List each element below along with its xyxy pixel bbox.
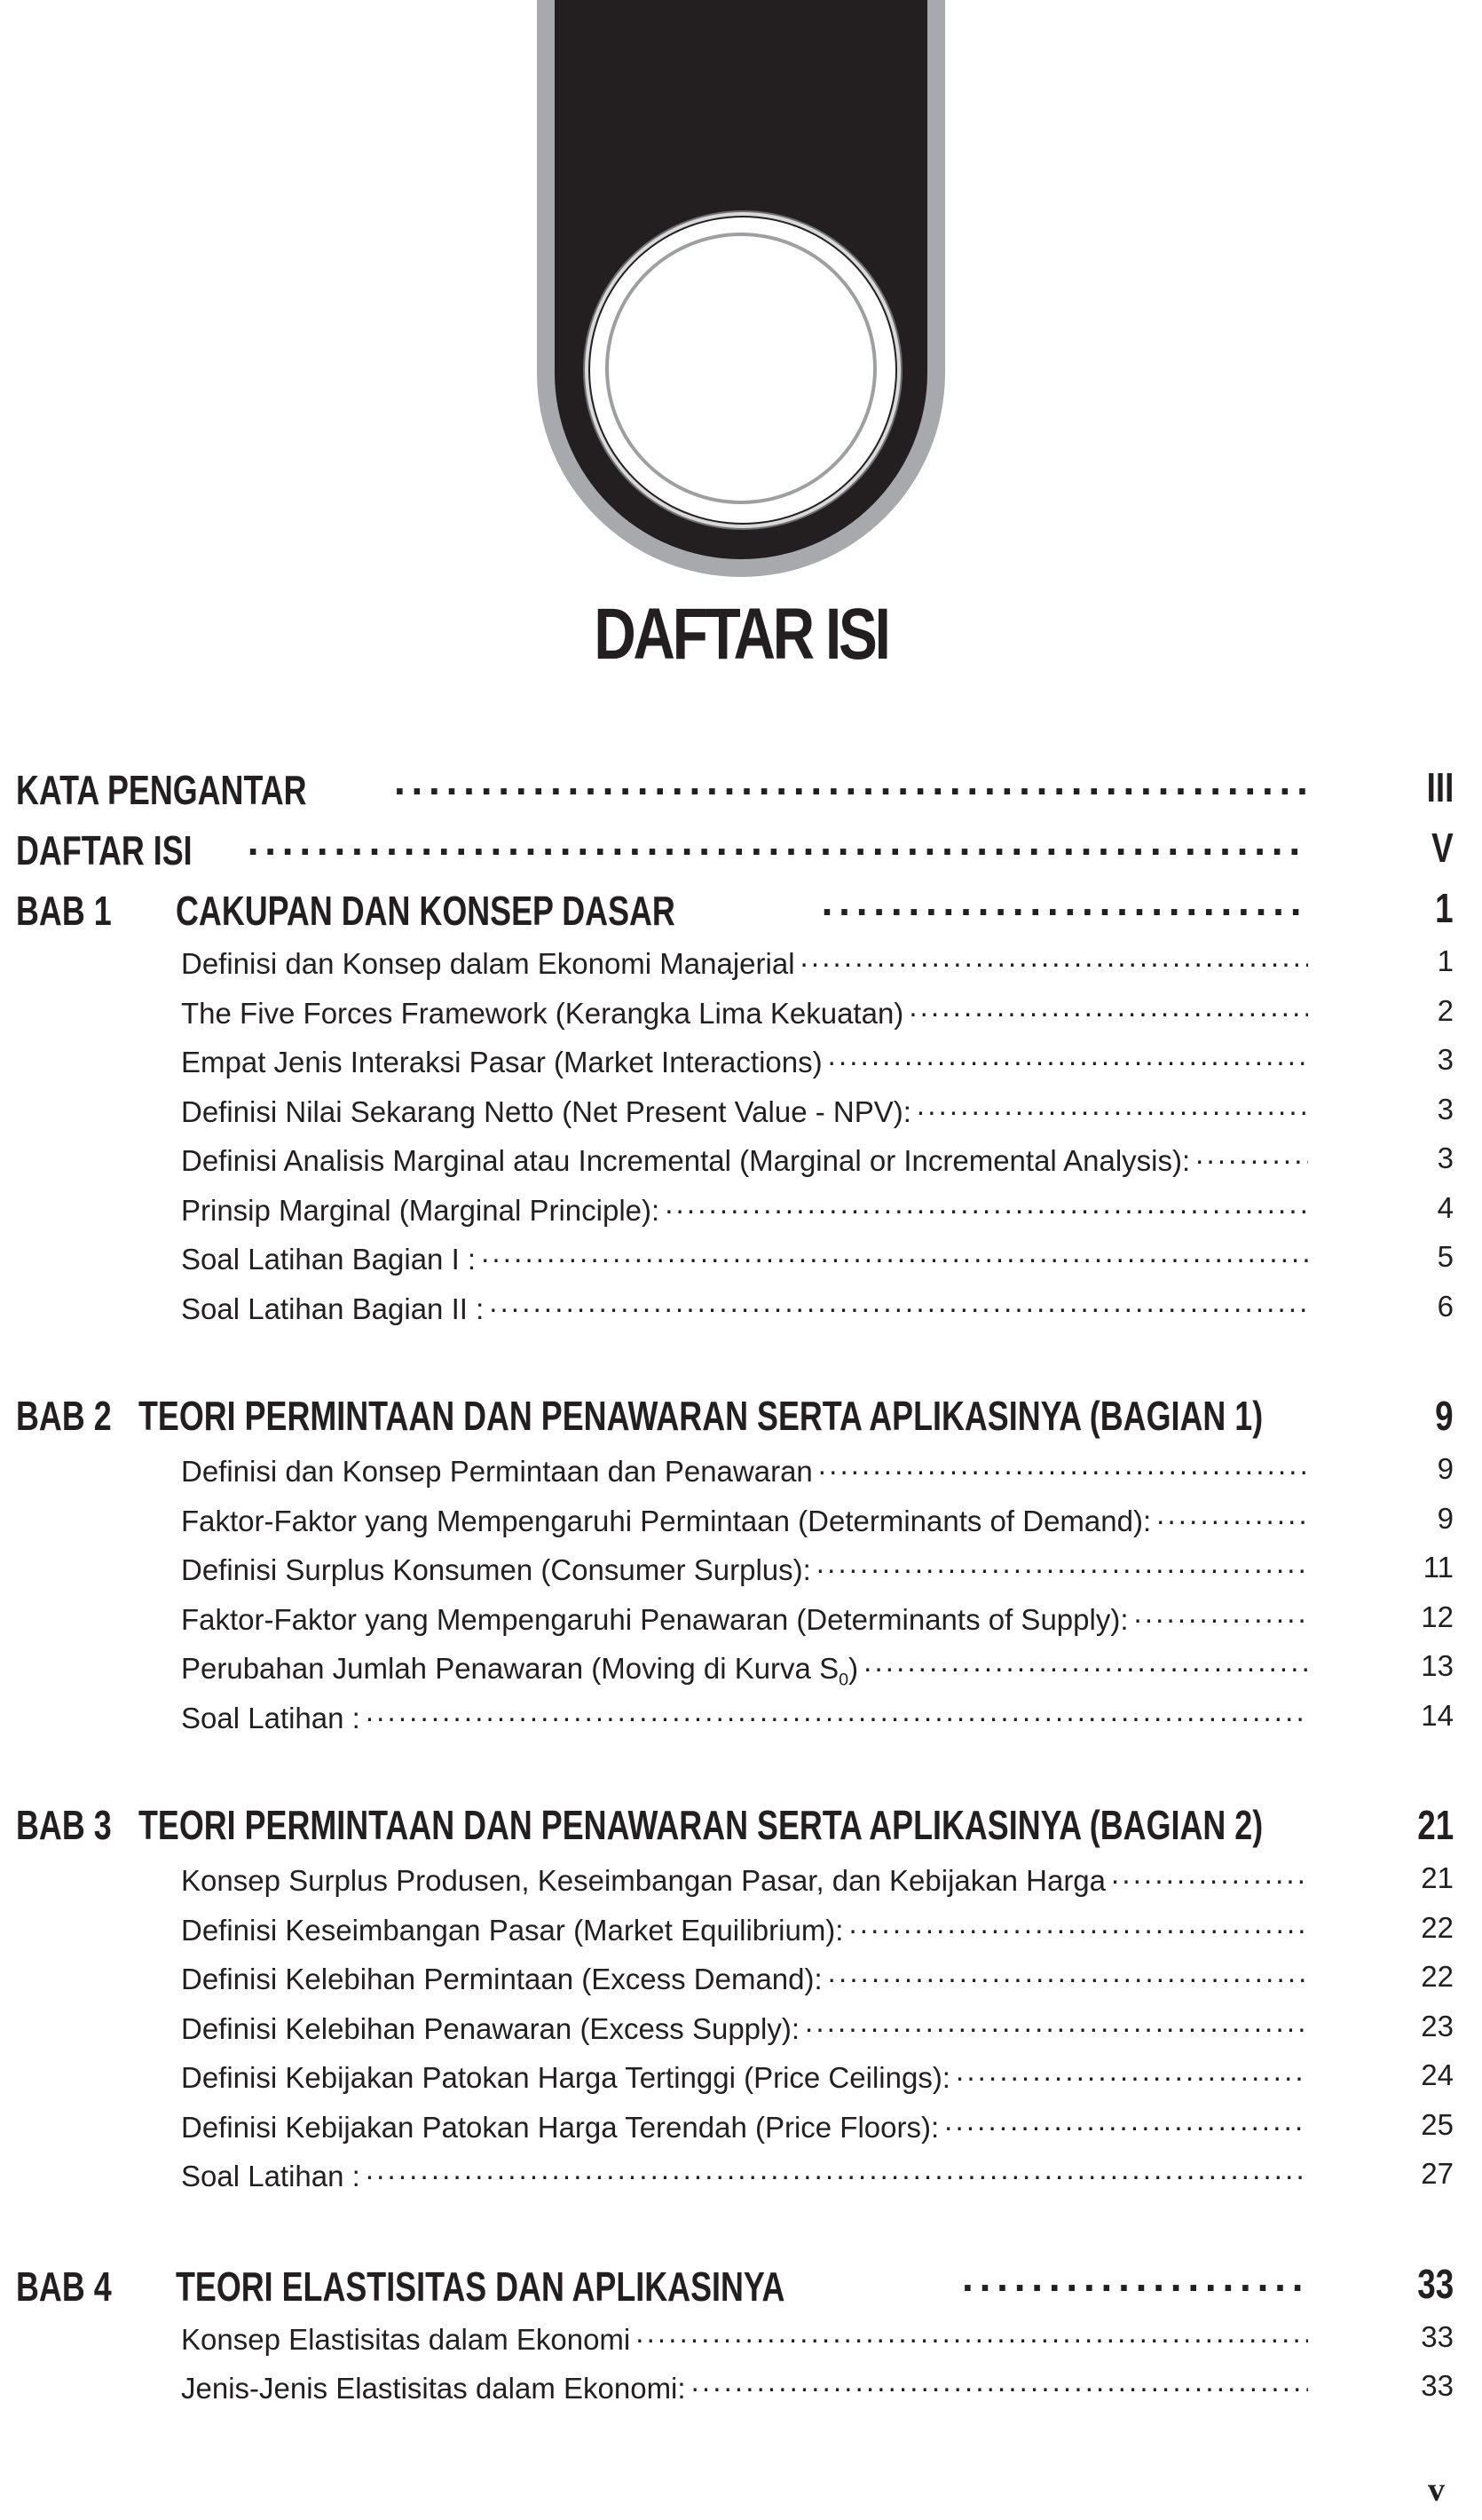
toc-subentry[interactable] (16, 1649, 1454, 1699)
toc-subentry[interactable] (16, 1699, 1454, 1749)
toc-subentry[interactable] (16, 1093, 1454, 1142)
toc-subentry-page: 4 (1437, 1190, 1454, 1224)
leader-dots (1156, 1502, 1308, 1531)
toc-subentry[interactable] (16, 1240, 1454, 1290)
toc-subentry-label: Konsep Elastisitas dalam Ekonomi (181, 2322, 631, 2356)
leader-dots (828, 1043, 1308, 1072)
chapter-heading-bab-1[interactable] (16, 884, 1454, 944)
toc-subentry-page: 2 (1437, 993, 1454, 1027)
chapter-heading-bab-2[interactable] (16, 1392, 1454, 1452)
leader-dots (962, 2260, 1308, 2301)
toc-subentry-label: Soal Latihan : (181, 2160, 360, 2192)
toc-subentry-page: 25 (1421, 2107, 1454, 2141)
toc-subentry-label: Definisi Nilai Sekarang Netto (Net Present Value - NPV): (181, 1094, 911, 1128)
chapter-number: BAB 3 (16, 1802, 112, 1848)
toc-entry-page: V (1431, 825, 1454, 871)
toc-subentry-page: 6 (1437, 1289, 1454, 1323)
leader-dots (691, 2369, 1308, 2398)
chapter-number: BAB 2 (16, 1393, 112, 1439)
toc-subentry-page: 27 (1421, 2157, 1454, 2190)
toc-subentry[interactable] (16, 1911, 1454, 1961)
toc-subentry-page: 24 (1421, 2058, 1454, 2091)
toc-subentry-label: Konsep Surplus Produsen, Keseimbangan Pasar, dan Kebijakan Harga (181, 1864, 1107, 1897)
toc-subentry-label: Definisi Surplus Konsumen (Consumer Surplus): (181, 1553, 811, 1586)
leader-dots (822, 884, 1308, 925)
toc-subentry-page: 14 (1421, 1698, 1454, 1732)
leader-dots (816, 1551, 1308, 1580)
toc-subentry-page: 12 (1421, 1600, 1454, 1633)
toc-subentry[interactable] (16, 944, 1454, 994)
chapter-number: BAB 1 (16, 888, 112, 934)
toc-subentry[interactable] (16, 2108, 1454, 2158)
toc-subentry-label: Jenis-Jenis Elastisitas dalam Ekonomi: (181, 2372, 686, 2405)
toc-subentry-page: 33 (1421, 2319, 1454, 2353)
toc-subentry-label: Definisi Kebijakan Patokan Harga Terendah (Price Floors): (181, 2110, 940, 2144)
leader-dots (489, 1290, 1308, 1319)
chapter-heading-bab-4[interactable] (16, 2260, 1454, 2320)
leader-dots (481, 1240, 1308, 1269)
toc-subentry[interactable] (16, 994, 1454, 1044)
chapter-title: TEORI PERMINTAAN DAN PENAWARAN SERTA APLIKASINYA (BAGIAN 1) (138, 1393, 1264, 1439)
toc-subentry[interactable] (16, 2157, 1454, 2207)
toc-subentry-page: 11 (1423, 1551, 1454, 1584)
toc-subentry-label: Perubahan Jumlah Penawaran (Moving di Kurva $S_0$) (181, 1652, 859, 1690)
toc-subentry-label: Soal Latihan Bagian I : (181, 1243, 477, 1276)
chapter-page: 21 (1417, 1802, 1454, 1848)
page-number: v (1428, 2471, 1445, 2508)
toc-subentry[interactable] (16, 1861, 1454, 1911)
toc-subentry-page: 33 (1421, 2369, 1454, 2402)
leader-dots (956, 2058, 1308, 2088)
leader-dots (1195, 1142, 1308, 1171)
leader-dots (1111, 1861, 1308, 1891)
toc-subentry[interactable] (16, 1551, 1454, 1600)
toc-subentry-label: Definisi Analisis Marginal atau Incremental (Marginal or Incremental Analysis): (181, 1144, 1191, 1177)
toc-subentry-label: Definisi Kelebihan Penawaran (Excess Supply): (181, 2011, 800, 2045)
toc-subentry[interactable] (16, 1960, 1454, 2010)
toc-subentry-page: 21 (1421, 1861, 1454, 1894)
toc-entry-page: III (1426, 764, 1454, 810)
toc-subentry-page: 9 (1437, 1452, 1454, 1485)
chapter-heading-bab-3[interactable] (16, 1801, 1454, 1861)
chapter-page: 1 (1435, 885, 1454, 931)
leader-dots (1134, 1600, 1309, 1630)
chapter-title: TEORI ELASTISITAS DAN APLIKASINYA (176, 2263, 785, 2310)
toc-subentry[interactable] (16, 1600, 1454, 1650)
toc-subentry[interactable] (16, 2369, 1454, 2419)
toc-subentry-page: 3 (1437, 1043, 1454, 1076)
toc-subentry-page: 1 (1437, 944, 1454, 977)
toc-subentry[interactable] (16, 2058, 1454, 2108)
toc-subentry[interactable] (16, 1191, 1454, 1241)
toc-subentry-label: Definisi Keseimbangan Pasar (Market Equilibrium): (181, 1913, 844, 1947)
toc-subentry[interactable] (16, 2010, 1454, 2059)
toc-entry-kata-pengantar[interactable] (16, 763, 1454, 824)
toc-subentry-label: Definisi Kelebihan Permintaan (Excess Demand): (181, 1963, 823, 1995)
leader-dots (848, 1911, 1308, 1940)
toc-subentry-page: 3 (1437, 1142, 1454, 1174)
leader-dots (366, 1699, 1308, 1728)
toc-subentry-page: 13 (1421, 1649, 1454, 1682)
toc-subentry-page: 3 (1437, 1092, 1454, 1126)
leader-dots (635, 2320, 1308, 2350)
toc-subentry-label: Definisi Kebijakan Patokan Harga Tertinggi (Price Ceilings): (181, 2061, 950, 2094)
leader-dots (394, 763, 1308, 804)
chapter-title: TEORI PERMINTAAN DAN PENAWARAN SERTA APLIKASINYA (BAGIAN 2) (138, 1802, 1264, 1848)
decorative-circle-inner (605, 233, 877, 504)
toc-subentry-label: Soal Latihan Bagian II : (181, 1292, 485, 1325)
chapter-number: BAB 4 (16, 2263, 112, 2310)
leader-dots (909, 994, 1308, 1023)
toc-subentry-label: Faktor-Faktor yang Mempengaruhi Permintaan (Determinants of Demand): (181, 1504, 1152, 1537)
toc-subentry-label: Definisi dan Konsep dalam Ekonomi Manajerial (181, 947, 795, 980)
toc-subentry-label: Faktor-Faktor yang Mempengaruhi Penawaran (Determinants of Supply): (181, 1602, 1129, 1636)
toc-subentry-page: 23 (1421, 2009, 1454, 2042)
leader-dots (863, 1649, 1308, 1679)
leader-dots (805, 2010, 1308, 2039)
leader-dots (248, 824, 1308, 865)
toc-subentry[interactable] (16, 1043, 1454, 1093)
toc-subentry[interactable] (16, 2320, 1454, 2370)
leader-dots (818, 1452, 1308, 1481)
toc-subentry[interactable] (16, 1290, 1454, 1339)
leader-dots (944, 2108, 1308, 2137)
toc-subentry-page: 9 (1437, 1501, 1454, 1535)
leader-dots (828, 1960, 1308, 1989)
toc-subentry[interactable] (16, 1452, 1454, 1502)
leader-dots (917, 1093, 1308, 1122)
toc-subentry-page: 22 (1421, 1960, 1454, 1993)
toc-subentry-label: Prinsip Marginal (Marginal Principle): (181, 1193, 660, 1227)
toc-entry-daftar-isi[interactable] (16, 824, 1454, 884)
leader-dots (366, 2157, 1308, 2186)
page-title: DAFTAR ISI (594, 594, 888, 675)
chapter-page: 33 (1417, 2260, 1454, 2307)
toc-entry-label: DAFTAR ISI (16, 827, 193, 873)
toc-subentry-label: Empat Jenis Interaksi Pasar (Market Interactions) (181, 1046, 823, 1078)
toc-subentry[interactable] (16, 1502, 1454, 1552)
leader-dots (665, 1191, 1308, 1221)
toc-subentry-page: 22 (1421, 1910, 1454, 1944)
toc-subentry-label: The Five Forces Framework (Kerangka Lima Kekuatan) (181, 996, 904, 1030)
leader-dots (800, 944, 1308, 974)
toc-subentry-label: Definisi dan Konsep Permintaan dan Penawaran (181, 1455, 813, 1488)
toc-subentry[interactable] (16, 1142, 1454, 1191)
table-of-contents (16, 763, 1454, 2419)
toc-subentry-page: 5 (1437, 1240, 1454, 1273)
chapter-title: CAKUPAN DAN KONSEP DASAR (176, 888, 675, 934)
toc-subentry-label: Soal Latihan : (181, 1701, 360, 1734)
toc-entry-label: KATA PENGANTAR (16, 767, 307, 813)
chapter-page: 9 (1435, 1393, 1454, 1439)
